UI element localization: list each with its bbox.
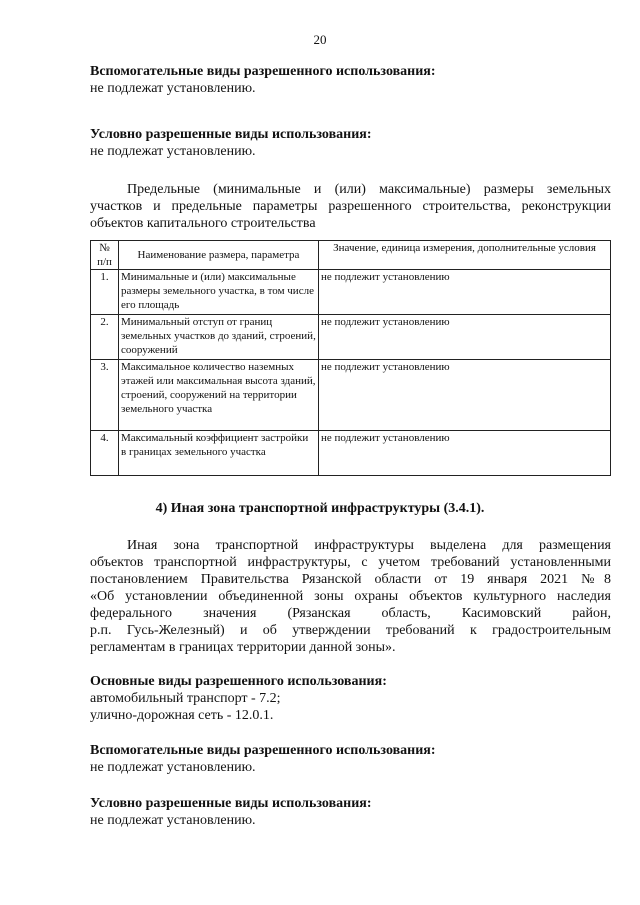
aux-uses-text-2: не подлежат установлению.: [90, 760, 256, 775]
table-row: [91, 431, 611, 476]
zone-line-3: постановлением Правительства Рязанской области от 19 января 2021 №8: [90, 572, 611, 587]
row-name: Максимальный коэффициент застройки в границах земельного участка: [119, 431, 319, 476]
row-num: 2.: [91, 315, 119, 360]
cond-uses-text-2: не подлежат установлению.: [90, 813, 256, 828]
aux-uses-heading-1: Вспомогательные виды разрешенного использования:: [90, 64, 436, 79]
cond-uses-heading-1: Условно разрешенные виды использования:: [90, 127, 372, 142]
limits-paragraph: [90, 181, 611, 232]
cond-uses-heading-2: Условно разрешенные виды использования:: [90, 796, 372, 811]
limits-line-3: объектов капитального строительства: [90, 216, 316, 231]
main-uses-heading-2: Основные виды разрешенного использования:: [90, 674, 387, 689]
row-value: не подлежит установлению: [319, 315, 611, 360]
header-name: Наименование размера, параметра: [119, 241, 319, 270]
table-header-row: [91, 241, 611, 270]
row-num: 1.: [91, 270, 119, 315]
limits-line-2: участков и предельные параметры разрешенного строительства, реконструкции: [90, 199, 611, 214]
main-uses-item-1: автомобильный транспорт - 7.2;: [90, 691, 281, 706]
row-num: 3.: [91, 360, 119, 431]
row-name: Минимальный отступ от границ земельных участков до зданий, строений, сооружений: [119, 315, 319, 360]
row-name: Максимальное количество наземных этажей или максимальная высота зданий, строений, сооружений на территории земельного участка: [119, 360, 319, 431]
header-num: [91, 241, 119, 270]
zone-line-2: объектов транспортной инфраструктуры, с учетом требований установленными: [90, 555, 611, 570]
aux-uses-heading-2: Вспомогательные виды разрешенного использования:: [90, 743, 436, 758]
table-row: [91, 360, 611, 431]
zone-paragraph: [90, 537, 611, 656]
main-uses-section-2: [90, 673, 610, 724]
row-name: Минимальные и (или) максимальные размеры земельного участка, в том числе его площадь: [119, 270, 319, 315]
zone-title: 4) Иная зона транспортной инфраструктуры (3.4.1).: [155, 501, 485, 516]
zone-line-6: р.п. Гусь-Железный) и об утверждении требований к градостроительным: [90, 623, 611, 638]
page-number: 20: [313, 32, 327, 47]
table-row: [91, 270, 611, 315]
zone-line-1: Иная зона транспортной инфраструктуры выделена для размещения: [127, 538, 611, 553]
header-num-line-2: п/п: [97, 256, 112, 268]
row-value: не подлежит установлению: [319, 270, 611, 315]
limits-line-1: Предельные (минимальные и (или) максимальные) размеры земельных: [127, 182, 611, 197]
header-value: Значение, единица измерения, дополнительные условия: [319, 241, 611, 270]
aux-uses-text-1: не подлежат установлению.: [90, 81, 256, 96]
row-value: не подлежит установлению: [319, 360, 611, 431]
cond-uses-text-1: не подлежат установлению.: [90, 144, 256, 159]
zone-line-4: «Об установлении объединенной зоны охраны объектов культурного наследия: [90, 589, 611, 604]
cond-uses-section-1: [90, 126, 610, 160]
header-num-line-1: №: [99, 242, 110, 254]
row-value: не подлежит установлению: [319, 431, 611, 476]
zone-line-7: регламентам в границах территории данной зоны».: [90, 640, 396, 655]
table-row: [91, 315, 611, 360]
zone-line-5: федерального значения (Рязанская область, Касимовский район,: [90, 606, 611, 621]
aux-uses-section-2: [90, 742, 610, 776]
row-num: 4.: [91, 431, 119, 476]
cond-uses-section-2: [90, 795, 610, 829]
main-uses-item-2: улично-дорожная сеть - 12.0.1.: [90, 708, 274, 723]
parameters-table: [90, 240, 611, 476]
aux-uses-section-1: [90, 63, 610, 97]
